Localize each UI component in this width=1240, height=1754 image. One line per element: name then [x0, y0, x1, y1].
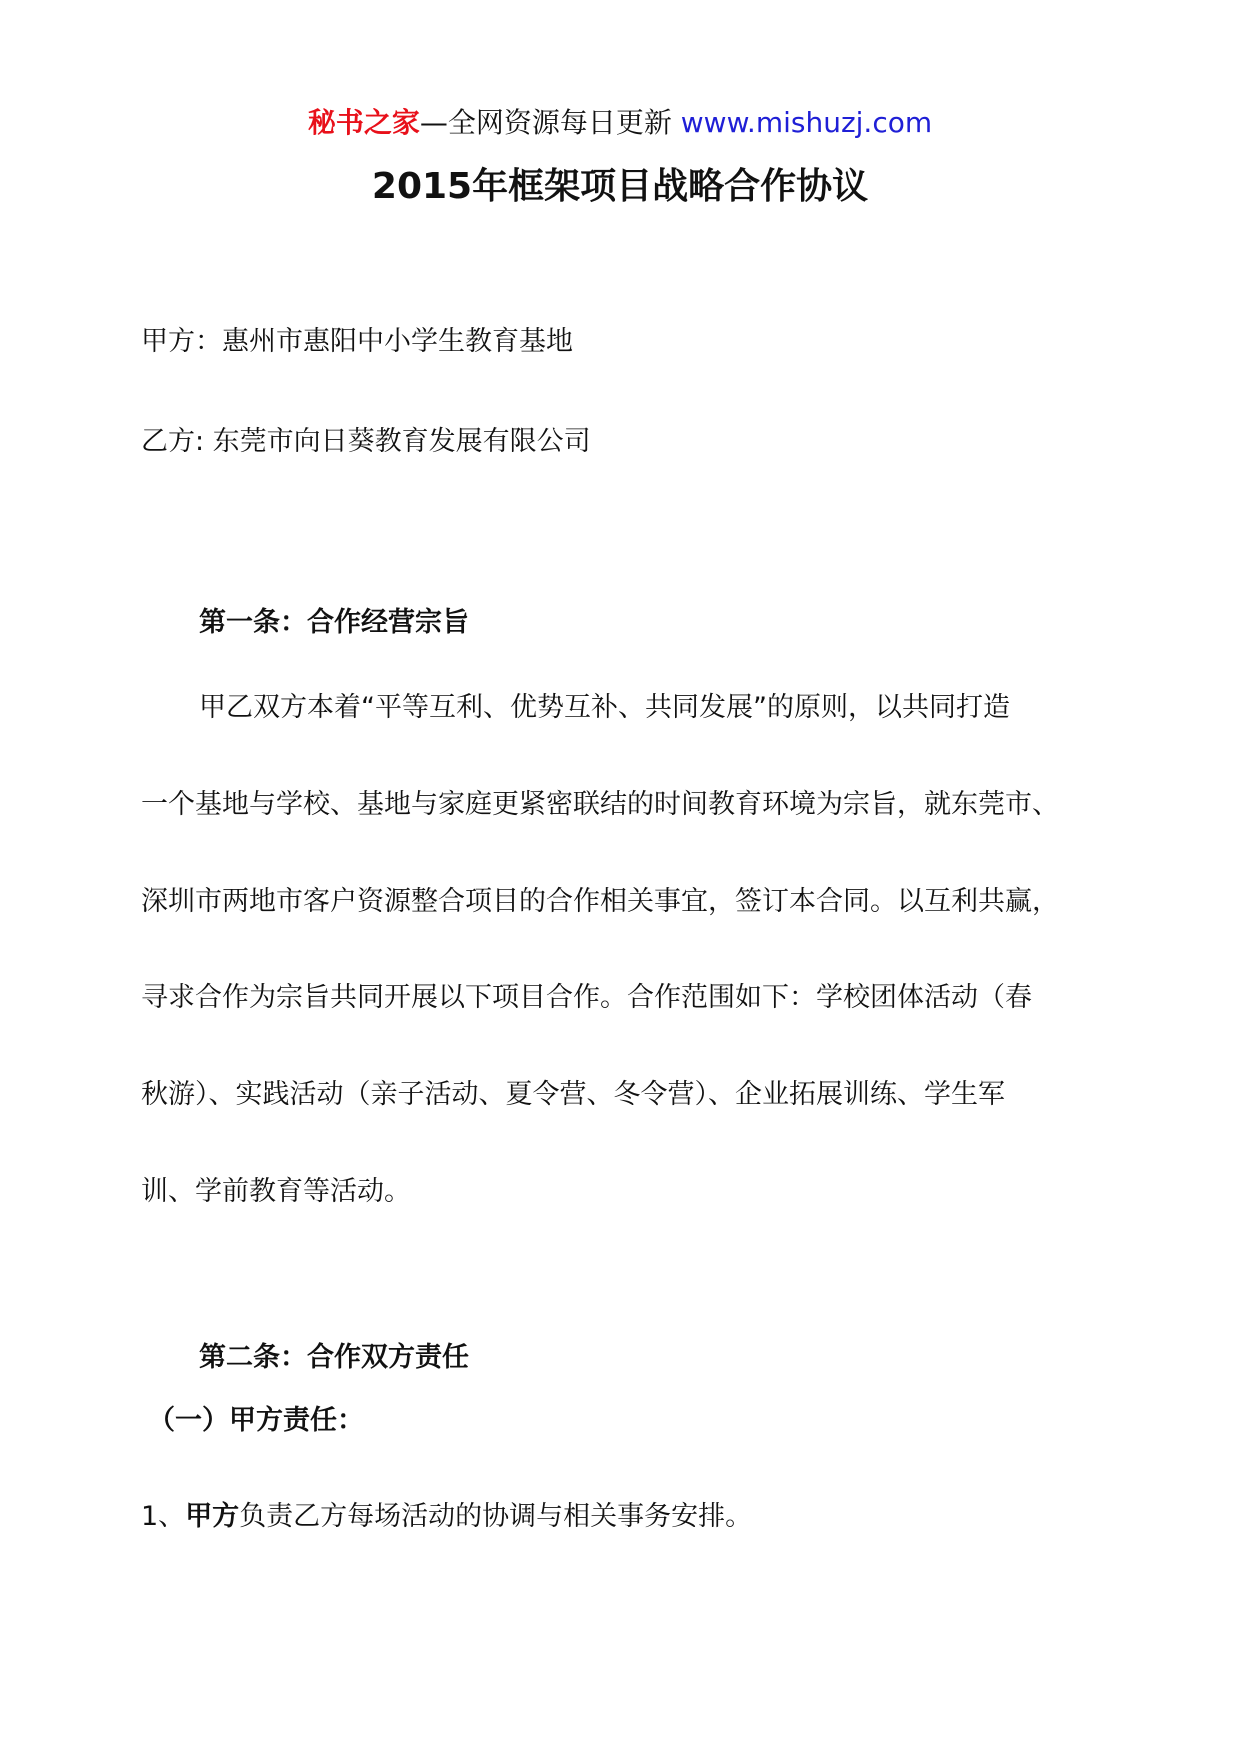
article-1-line: 深圳市两地市客户资源整合项目的合作相关事宜，签订本合同。以互利共赢，: [141, 886, 1059, 917]
item-number: 1、: [141, 1501, 186, 1532]
article-1-line: 秋游）、实践活动（亲子活动、夏令营、冬令营）、企业拓展训练、学生军: [141, 1079, 1005, 1110]
item-text: 负责乙方每场活动的协调与相关事务安排。: [239, 1501, 753, 1532]
article-2-item-1: [141, 1497, 752, 1537]
party-b: 乙方: 东莞市向日葵教育发展有限公司: [141, 426, 591, 457]
article-2-subheading: （一）甲方责任：: [148, 1405, 364, 1436]
party-a: 甲方：惠州市惠阳中小学生教育基地: [141, 326, 573, 357]
article-1-line: 寻求合作为宗旨共同开展以下项目合作。合作范围如下：学校团体活动（春: [141, 982, 1032, 1013]
article-2-heading: 第二条：合作双方责任: [199, 1342, 469, 1373]
article-1-line: 一个基地与学校、基地与家庭更紧密联结的时间教育环境为宗旨，就东莞市、: [141, 789, 1059, 820]
site-header: [0, 103, 1240, 143]
brand-name: 秘书之家: [307, 106, 420, 139]
article-1-line: 训、学前教育等活动。: [141, 1176, 411, 1207]
article-1-heading: 第一条：合作经营宗旨: [199, 607, 469, 638]
document-title: 2015年框架项目战略合作协议: [371, 166, 869, 207]
article-1-line: 甲乙双方本着“平等互利、优势互补、共同发展”的原则，以共同打造: [199, 692, 1010, 723]
header-tagline: —全网资源每日更新: [419, 106, 681, 139]
site-url[interactable]: www.mishuzj.com: [680, 106, 933, 139]
item-party-bold: 甲方: [185, 1501, 240, 1532]
